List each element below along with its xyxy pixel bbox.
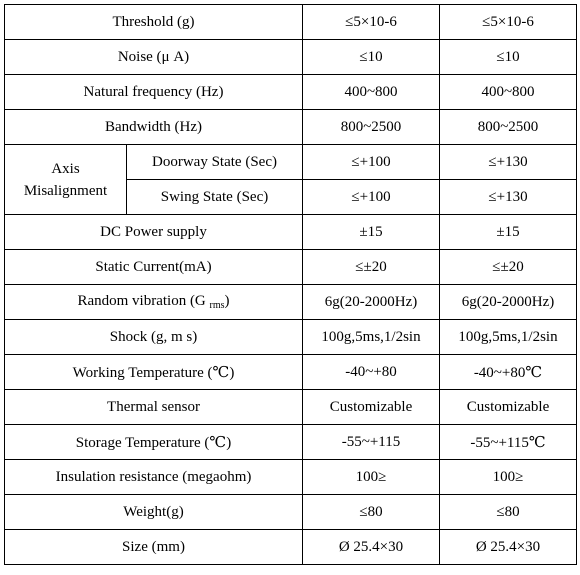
value-model-2: 6g(20-2000Hz)	[440, 285, 577, 320]
table-row-insulation	[5, 460, 577, 495]
value-model-2: -40~+80℃	[440, 355, 577, 390]
value-model-2: 100≥	[440, 460, 577, 495]
param-label: Bandwidth (Hz)	[5, 110, 303, 145]
param-label	[5, 285, 303, 320]
table-row-threshold	[5, 5, 577, 40]
table-row-dc-power	[5, 215, 577, 250]
value-model-1: -40~+80	[303, 355, 440, 390]
value-model-1: ≤80	[303, 495, 440, 530]
value-model-1: 100≥	[303, 460, 440, 495]
param-label-close: )	[224, 293, 230, 309]
value-model-1: 6g(20-2000Hz)	[303, 285, 440, 320]
table-row-bandwidth	[5, 110, 577, 145]
spec-table	[4, 4, 577, 565]
param-label: Noise (μ A)	[5, 40, 303, 75]
table-row-axis-doorway	[5, 145, 577, 180]
value-model-1: ≤5×10-6	[303, 5, 440, 40]
value-model-2: ≤+130	[440, 145, 577, 180]
value-model-2: Ø 25.4×30	[440, 530, 577, 565]
value-model-1: 800~2500	[303, 110, 440, 145]
value-model-2: 100g,5ms,1/2sin	[440, 320, 577, 355]
value-model-1: Customizable	[303, 390, 440, 425]
param-label: Threshold (g)	[5, 5, 303, 40]
axis-label-line1: Axis	[51, 160, 80, 177]
param-label: Size (mm)	[5, 530, 303, 565]
value-model-2: ≤5×10-6	[440, 5, 577, 40]
value-model-1: ≤10	[303, 40, 440, 75]
value-model-1: 400~800	[303, 75, 440, 110]
value-model-1: 100g,5ms,1/2sin	[303, 320, 440, 355]
table-row-weight	[5, 495, 577, 530]
value-model-2: ≤±20	[440, 250, 577, 285]
value-model-2: ≤80	[440, 495, 577, 530]
table-row-noise	[5, 40, 577, 75]
table-row-storage-temperature	[5, 425, 577, 460]
table-row-shock	[5, 320, 577, 355]
table-row-size	[5, 530, 577, 565]
value-model-2: ≤+130	[440, 180, 577, 215]
table-row-thermal-sensor	[5, 390, 577, 425]
param-sublabel: Doorway State (Sec)	[127, 145, 303, 180]
value-model-2: -55~+115℃	[440, 425, 577, 460]
param-label-subscript: rms	[209, 300, 225, 311]
table-row-random-vibration	[5, 285, 577, 320]
param-label: Storage Temperature (℃)	[5, 425, 303, 460]
param-label: Thermal sensor	[5, 390, 303, 425]
table-row-static-current	[5, 250, 577, 285]
value-model-2: Customizable	[440, 390, 577, 425]
param-label: Static Current(mA)	[5, 250, 303, 285]
value-model-1: ≤+100	[303, 180, 440, 215]
param-label: DC Power supply	[5, 215, 303, 250]
value-model-1: Ø 25.4×30	[303, 530, 440, 565]
param-label: Weight(g)	[5, 495, 303, 530]
value-model-1: -55~+115	[303, 425, 440, 460]
value-model-2: 800~2500	[440, 110, 577, 145]
value-model-2: ≤10	[440, 40, 577, 75]
value-model-2: ±15	[440, 215, 577, 250]
axis-misalignment-label	[5, 145, 127, 215]
value-model-1: ≤±20	[303, 250, 440, 285]
param-label: Insulation resistance (megaohm)	[5, 460, 303, 495]
axis-label-line2: Misalignment	[23, 182, 108, 199]
value-model-2: 400~800	[440, 75, 577, 110]
param-label-text: Random vibration (G	[77, 293, 206, 309]
value-model-1: ≤+100	[303, 145, 440, 180]
value-model-1: ±15	[303, 215, 440, 250]
table-row-working-temperature	[5, 355, 577, 390]
param-label: Natural frequency (Hz)	[5, 75, 303, 110]
param-label: Shock (g, m s)	[5, 320, 303, 355]
param-sublabel: Swing State (Sec)	[127, 180, 303, 215]
param-label: Working Temperature (℃)	[5, 355, 303, 390]
table-row-natural-frequency	[5, 75, 577, 110]
